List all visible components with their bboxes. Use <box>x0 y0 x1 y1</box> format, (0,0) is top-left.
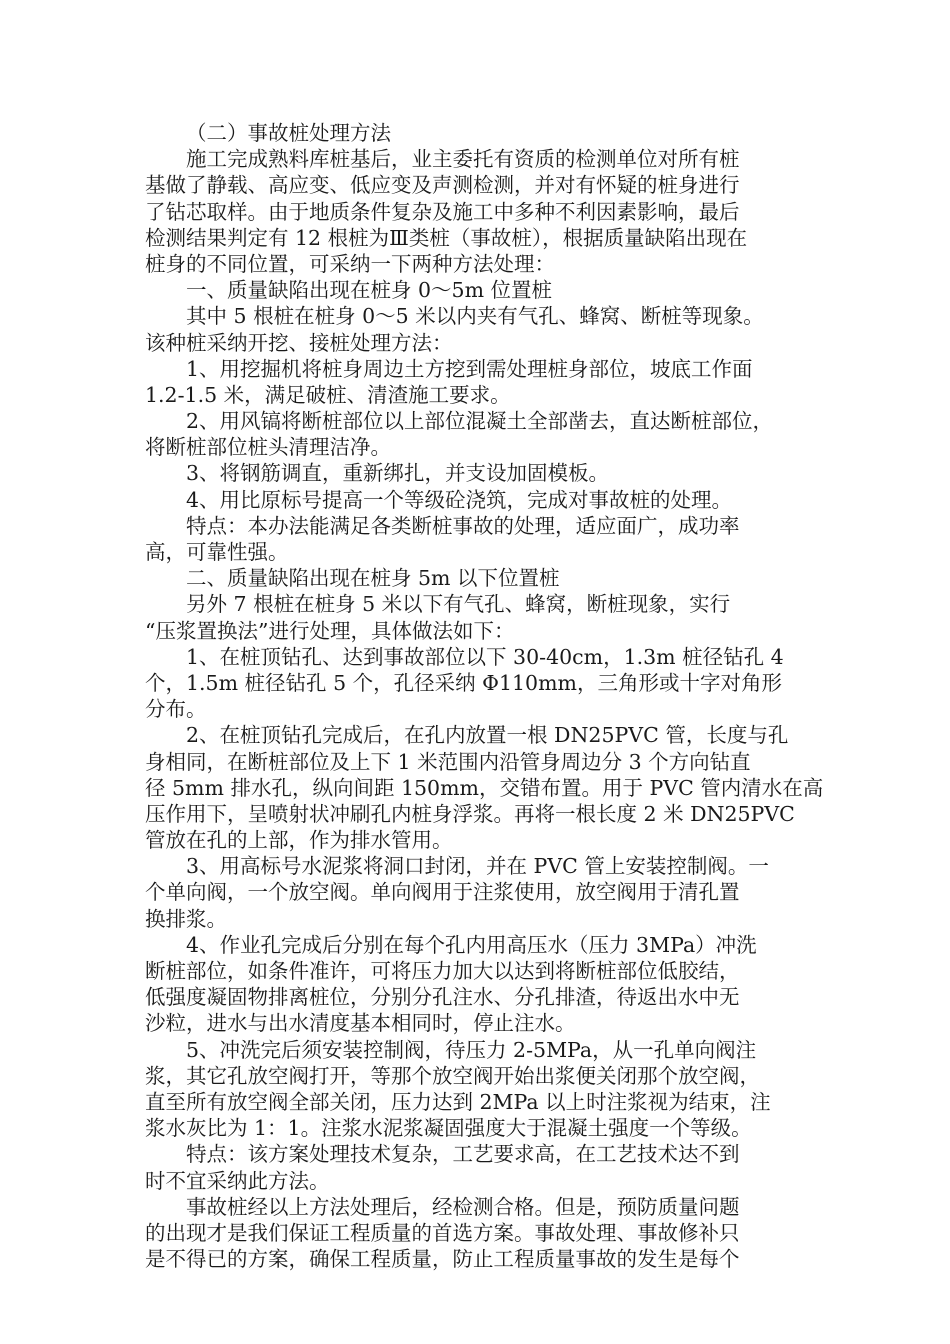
text-line: 4、用比原标号提高一个等级砼浇筑，完成对事故桩的处理。 <box>186 487 733 512</box>
text-line: 浆水灰比为 1：1。注浆水泥浆凝固强度大于混凝土强度一个等级。 <box>145 1116 752 1141</box>
text-line: 断桩部位，如条件准许，可将压力加大以达到将断桩部位低胶结， <box>145 959 740 983</box>
text-line: 一、质量缺陷出现在桩身 0～5m 位置桩 <box>186 278 553 303</box>
text-line: 3、用高标号水泥浆将洞口封闭，并在 PVC 管上安装控制阀。一 <box>186 854 769 879</box>
text-line: 直至所有放空阀全部关闭，压力达到 2MPa 以上时注浆视为结束，注 <box>145 1089 771 1114</box>
text-line: 1、用挖掘机将桩身周边土方挖到需处理桩身部位，坡底工作面 <box>186 356 753 381</box>
text-line: 1、在桩顶钻孔、达到事故部位以下 30-40cm，1.3m 桩径钻孔 4 <box>186 644 784 669</box>
text-line: 特点：本办法能满足各类断桩事故的处理，适应面广，成功率 <box>186 513 740 538</box>
text-line: 压作用下，呈喷射状冲刷孔内桩身浮浆。再将一根长度 2 米 DN25PVC <box>145 801 795 826</box>
text-line: 个，1.5m 桩径钻孔 5 个，孔径采纳 Φ110mm，三角形或十字对角形 <box>145 670 782 695</box>
text-line: 沙粒，进水与出水清度基本相同时，停止注水。 <box>145 1011 576 1036</box>
text-line: 桩身的不同位置，可采纳一下两种方法处理： <box>145 251 555 276</box>
text-line: 是不得已的方案，确保工程质量，防止工程质量事故的发生是每个 <box>145 1247 740 1272</box>
text-line: 了钻芯取样。由于地质条件复杂及施工中多种不利因素影响，最后 <box>145 199 740 224</box>
text-line: 检测结果判定有 12 根桩为Ⅲ类桩（事故桩），根据质量缺陷出现在 <box>145 225 748 250</box>
text-line: 高，可靠性强。 <box>145 540 289 564</box>
text-line: 时不宜采纳此方法。 <box>145 1168 330 1193</box>
text-line: 4、作业孔完成后分别在每个孔内用高压水（压力 3MPa）冲洗 <box>186 932 757 957</box>
text-line: 该种桩采纳开挖、接桩处理方法： <box>145 330 453 355</box>
text-line: 浆，其它孔放空阀打开，等那个放空阀开始出浆便关闭那个放空阀， <box>145 1063 760 1088</box>
text-line: 事故桩经以上方法处理后，经检测合格。但是，预防质量问题 <box>186 1194 740 1219</box>
document-body <box>145 120 824 1272</box>
text-line: 3、将钢筋调直，重新绑扎，并支设加固模板。 <box>186 461 610 486</box>
text-line: 身相同，在断桩部位及上下 1 米范围内沿管身周边分 3 个方向钻直 <box>145 749 751 774</box>
text-line: 将断桩部位桩头清理洁净。 <box>145 435 391 460</box>
text-line: 换排浆。 <box>145 906 227 931</box>
text-line: 特点：该方案处理技术复杂，工艺要求高，在工艺技术达不到 <box>186 1142 740 1167</box>
text-line: 基做了静载、高应变、低应变及声测检测，并对有怀疑的桩身进行 <box>145 173 740 198</box>
text-line: 分布。 <box>145 697 207 722</box>
text-line: 1.2-1.5 米，满足破桩、清渣施工要求。 <box>145 382 511 407</box>
text-line: 其中 5 根桩在桩身 0～5 米以内夹有气孔、蜂窝、断桩等现象。 <box>186 304 764 329</box>
text-line: 低强度凝固物排离桩位，分别分孔注水、分孔排渣，待返出水中无 <box>145 985 740 1010</box>
text-line: （二）事故桩处理方法 <box>186 121 391 145</box>
text-line: 径 5mm 排水孔，纵向间距 150mm，交错布置。用于 PVC 管内清水在高 <box>145 775 824 800</box>
text-line: 5、冲洗完后须安装控制阀，待压力 2-5MPa，从一孔单向阀注 <box>186 1037 757 1062</box>
text-line: 的出现才是我们保证工程质量的首选方案。事故处理、事故修补只 <box>145 1220 740 1245</box>
text-line: 2、在桩顶钻孔完成后，在孔内放置一根 DN25PVC 管，长度与孔 <box>186 723 789 748</box>
text-line: 个单向阀，一个放空阀。单向阀用于注浆使用，放空阀用于清孔置 <box>145 880 740 905</box>
text-line: 二、质量缺陷出现在桩身 5m 以下位置桩 <box>186 566 560 591</box>
text-line: 2、用风镐将断桩部位以上部位混凝土全部凿去，直达断桩部位， <box>186 409 774 434</box>
text-line: 另外 7 根桩在桩身 5 米以下有气孔、蜂窝，断桩现象，实行 <box>186 592 731 617</box>
text-line: 管放在孔的上部，作为排水管用。 <box>145 828 453 853</box>
text-line: “压浆置换法”进行处理，具体做法如下： <box>145 618 515 643</box>
text-line: 施工完成熟料库桩基后，业主委托有资质的检测单位对所有桩 <box>186 147 740 172</box>
